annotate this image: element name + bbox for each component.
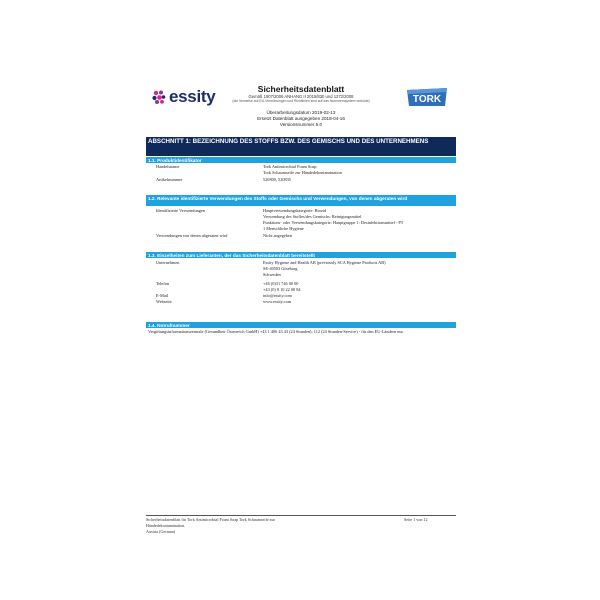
value-handelsname: Tork Antimicrobial Foam Soap (263, 164, 317, 169)
document-title: Sicherheitsdatenblatt (257, 84, 345, 94)
subsection-1-4-title: 1.4. Notrufnummer (148, 322, 190, 328)
value-handelsname-2: Tork Schaumseife zur Händedekontamination (263, 170, 342, 175)
replaces-line: Ersetzt Datenblatt ausgegeben 2018-04-16 (257, 116, 345, 121)
label-telefon: Telefon (156, 281, 170, 286)
value-verwendung: Verwendung des Stoffes/des Gemischs: Reinigungsmittel (263, 214, 362, 219)
value-telefon-1: +46 (0)31 746 00 00 (263, 281, 299, 286)
label-webseite: Webseite (156, 299, 172, 304)
value-address-country: Schweden (263, 272, 281, 277)
value-funktion: Funktions- oder Verwendungskategorie: Hauptgruppe 1: Desinfektionsmittel - PT (263, 220, 404, 225)
subsection-1-1-title: 1.1. Produktidentifikator (148, 157, 202, 163)
revision-date: Überarbeitungsdatum 2019-02-13 (266, 110, 336, 115)
footer-line-3: Austria (German) (146, 529, 175, 534)
label-handelsname: Handelsname (156, 164, 180, 169)
label-unternehmen: Unternehmen (156, 260, 180, 265)
version-line: Versionsnummer 5.0 (279, 122, 323, 127)
value-unternehmen: Essity Hygiene and Health AB (previously SCA Hygiene Products AB) (263, 260, 386, 265)
value-hauptverwendung: Hauptverwendungskategorie: Biozid (263, 208, 327, 213)
notruf-text: Vergiftungsinformationszentrale (Gesundheit Österreich GmbH) +43 1 406 43 43 (24 Stunden); 112 (24 Stunden-Service) - für den EU-Ländern nur. (148, 329, 404, 334)
page-number: Seite 1 von 12 (404, 517, 428, 522)
value-telefon-2: +43 (0) 8 10 22 00 84 (263, 287, 301, 292)
label-artikelnummer: Artikelnummer (156, 177, 183, 182)
footer-line-1: Sicherheitsdatenblatt für Tork Antimicrobial Foam Soap Tork Schaumseife zur (146, 517, 275, 522)
label-identifizierte-verwendungen: Identifizierte Verwendungen (156, 208, 205, 213)
subsection-1-2-title: 1.2. Relevante identifizierte Verwendungen des Stoffs oder Gemischs und Verwendungen, von denen abgeraten wird (148, 195, 408, 201)
subsection-1-1-header (146, 157, 456, 163)
regulation-note: (die Verweise auf EU-Verordnungen und Richtlinien sind auf das Nummernsystem verkürzt) (232, 99, 370, 103)
essity-flower-icon (151, 89, 167, 105)
regulation-line: Gemäß 1907/2006 ANHANG II 2015/830 und 1272/2008 (248, 94, 354, 99)
essity-wordmark: essity (169, 87, 216, 106)
subsection-1-3-title: 1.3. Einzelheiten zum Lieferanten, der das Sicherheitsdatenblatt bereitstellt (148, 252, 315, 258)
footer-left (146, 517, 326, 535)
value-email[interactable]: info@essity.com (263, 293, 292, 298)
sds-page (146, 80, 456, 550)
value-artikelnummer: 520800, 520835 (263, 177, 291, 182)
section-1-title: ABSCHNITT 1: BEZEICHNUNG DES STOFFS BZW. DES GEMISCHS UND DES UNTERNEHMENS (148, 138, 429, 145)
value-webseite[interactable]: www.essity.com (263, 299, 292, 304)
section-1-header (146, 137, 456, 156)
footer-line-2: Händedekontamination. (146, 523, 186, 528)
subsection-1-3-header (146, 252, 456, 258)
tork-wordmark: TORK (412, 94, 442, 105)
subsection-1-2-header (146, 195, 456, 206)
label-abgeraten: Verwendungen von denen abgeraten wird (156, 233, 228, 238)
value-abgeraten: Nicht angegeben (263, 233, 292, 238)
label-email: E-Mail (156, 293, 169, 298)
footer-divider (146, 515, 456, 516)
value-hygiene: 1 Menschliche Hygiene (263, 226, 304, 231)
tork-logo (405, 86, 449, 108)
value-address-city: SE-40503 Göteborg (263, 266, 298, 271)
subsection-1-4-header (146, 322, 456, 328)
